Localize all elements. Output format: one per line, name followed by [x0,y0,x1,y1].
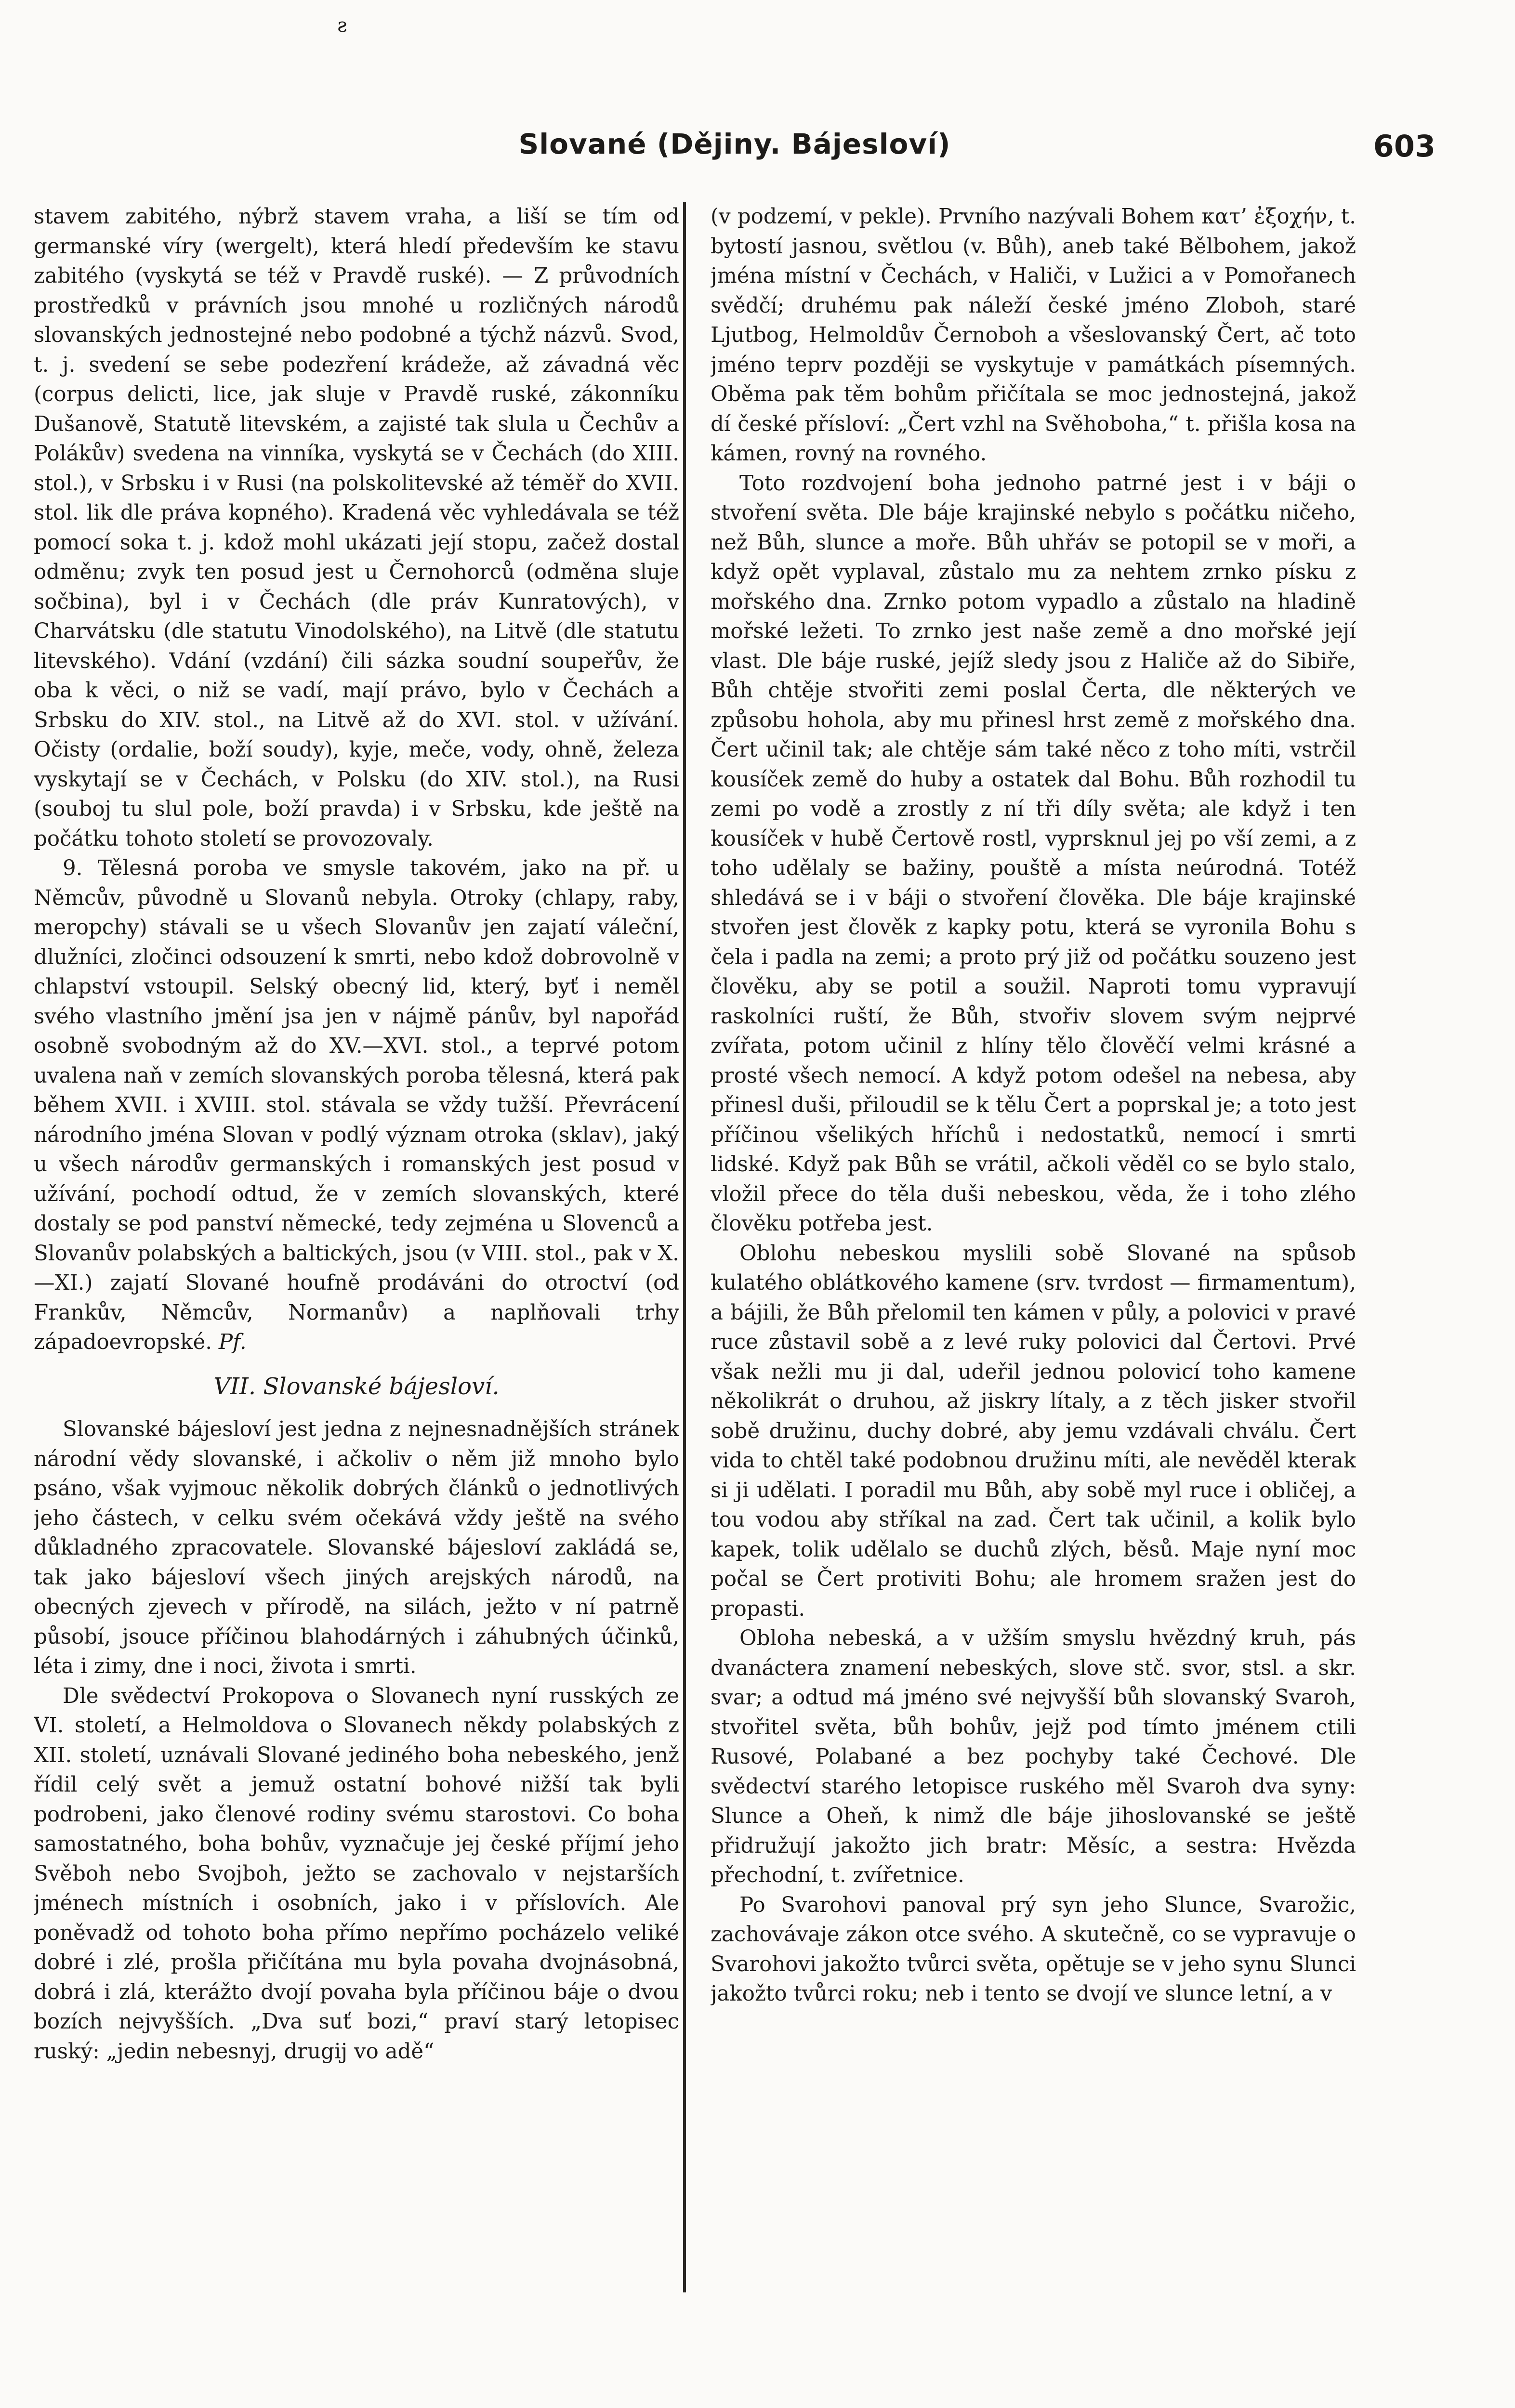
paragraph: stavem zabitého, nýbrž stavem vraha, a liší se tím od germanské víry (wergelt), která hledí především ke stavu zabitého (vyskytá se též v Pravdě ruské). — Z průvodních prostředků v právních jsou mnohé u rozličných národů slovanských jednostejné nebo podobné a týchž názvů. Svod, t. j. svedení se sebe podezření krádeže, až závadná věc (corpus delicti, lice, jak sluje v Pravdě ruské, zákonníku Dušanově, Statutě litevském, a zajisté tak slula u Čechův a Polákův) svedena na vinníka, vyskytá se v Čechách (do XIII. stol.), v Srbsku i v Rusi (na polskolitevské až téměř do XVII. stol. lik dle práva kopného). Kradená věc vyhledávala se též pomocí soka t. j. kdož mohl ukázati její stopu, začež dostal odměnu; zvyk ten posud jest u Černohorců (odměna sluje sočbina), byl i v Čechách (dle práv Kunratových), v Charvátsku (dle statutu Vinodolského), na Litvě (dle statutu litevského). Vdání (vzdání) čili sázka soudní soupeřův, že oba k věci, o niž se vadí, mají právo, bylo v Čechách a Srbsku do XIV. stol., na Litvě až do XVI. stol. v užívání. Očisty (ordalie, boží soudy), kyje, meče, vody, ohně, železa vyskytají se v Čechách, v Polsku (do XIV. stol.), na Rusi (souboj tu slul pole, boží pravda) i v Srbsku, kde ještě na počátku tohoto století se provozovaly. [34,205,679,851]
column-divider [683,202,686,2292]
right-column [711,202,1356,2331]
paragraph: Obloha nebeská, a v užším smyslu hvězdný kruh, pás dvanáctera znamení nebeských, slove stč. svor, stsl. a skr. svar; a odtud má jméno své nejvyšší bůh slovanský Svaroh, stvořitel světa, bůh bohův, jejž pod tímto jménem ctili Rusové, Polabané a bez pochyby také Čechové. Dle svědectví starého letopisce ruského měl Svaroh dva syny: Slunce a Oheň, k nimž dle báje jihoslovanské se ještě přidružují jakožto jich bratr: Měsíc, a sestra: Hvězda přechodní, t. zvířetnice. [711,1626,1356,1887]
author-signature: Pf. [218,1330,247,1354]
section-heading: VII. Slovanské bájesloví. [213,1373,500,1400]
paragraph: Po Svarohovi panoval prý syn jeho Slunce, Svarožic, zachovávaje zákon otce svého. A skutečně, co se vypravuje o Svarohovi jakožto tvůrci světa, opětuje se v jeho synu Slunci jakožto tvůrci roku; neb i tento se dvojí ve slunce letní, a v [711,1893,1356,2006]
running-head: Slované (Dějiny. Bájesloví) [518,128,951,160]
paragraph: Slovanské bájesloví jest jedna z nejnesnadnějších stránek národní vědy slovanské, i ačkoliv o něm již mnoho bylo psáno, však vyjmouc několik dobrých článků o jednotlivých jeho částech, v celku svém očekává vždy ještě na svého důkladného zpracovatele. Slovanské bájesloví zakládá se, tak jako bájesloví všech jiných arejských národů, na obecných zjevech v přírodě, na silách, ježto v ní patrně působí, jsouce příčinou blahodárných i záhubných účinků, léta i zimy, dne i noci, života i smrti. [34,1417,679,1678]
paragraph: Dle svědectví Prokopova o Slovanech nyní rusských ze VI. století, a Helmoldova o Slovanech někdy polabských z XII. století, uznávali Slované jediného boha nebeského, jenž řídil celý svět a jemuž ostatní bohové nižší tak byli podrobeni, jako členové rodiny svému starostovi. Co boha samostatného, boha bohův, vyznačuje jej české příjmí jeho Svěboh nebo Svojboh, ježto se zachovalo v nejstarších jménech místních i osobních, jako i v příslovích. Ale poněvadž od tohoto boha přímo nepřímo pocházelo veliké dobré i zlé, prošla přičítána mu byla povaha dvojnásobná, dobrá i zlá, kterážto dvojí povaha byla příčinou báje o dvou bozích nejvyšších. „Dva suť bozi,“ praví starý letopisec ruský: „jedin nebesnyj, drugij vo adě“ [34,1684,679,2064]
page-number: 603 [1373,129,1436,164]
paragraph-text: 9. Tělesná poroba ve smysle takovém, jako na př. u Němcův, původně u Slovanů nebyla. Otroky (chlapy, raby, meropchy) stávali se u všech Slovanův jen zajatí váleční, dlužníci, zločinci odsouzení k smrti, nebo kdož dobrovolně v chlapství vstoupil. Selský obecný lid, který, byť i neměl svého vlastního jmění jsa jen v nájmě pánův, byl napořád osobně svobodným až do XV.—XVI. stol., a teprvé potom uvalena naň v zemích slovanských poroba tělesná, která pak během XVII. i XVIII. stol. stávala se vždy tužší. Převrácení národního jména Slovan v podlý význam otroka (sklav), jaký u všech národův germanských i romanských jest posud v užívání, pochodí odtud, že v zemích slovanských, které dostaly se pod panství německé, tedy zejména u Slovenců a Slovanův polabských a baltických, jsou (v VIII. stol., pak v X.—XI.) zajatí Slované houfně prodáváni do otroctví (od Frankův, Němcův, Normanův) a naplňovali trhy západoevropské. [34,856,679,1354]
paragraph: Oblohu nebeskou myslili sobě Slované na spůsob kulatého oblátkového kamene (srv. tvrdost — firmamentum), a bájili, že Bůh přelomil ten kámen v půly, a polovici v pravé ruce zůstavil sobě a z levé ruky polovici dal Čertovi. Prvé však nežli mu ji dal, udeřil jednou polovicí toho kamene několikrát o druhou, až jiskry lítaly, a z těch jisker stvořil sobě družinu, duchy dobré, aby jemu vzdávali chválu. Čert vida to chtěl také podobnou družinu míti, ale nevěděl kterak si ji udělati. I poradil mu Bůh, aby sobě myl ruce i obličej, a tou vodou aby stříkal na zad. Čert tak učinil, a kolik bylo kapek, tolik udělalo se duchů zlých, běsů. Maje nyní moc počal se Čert protiviti Bohu; ale hromem sražen jest do propasti. [711,1241,1356,1621]
paragraph: (v podzemí, v pekle). Prvního nazývali Bohem κατ’ ἐξοχήν, t. bytostí jasnou, světlou (v. Bůh), aneb také Bělbohem, jakož jména místní v Čechách, v Haliči, v Lužici a v Pomořanech svědčí; druhému pak náleží české jméno Zloboh, staré Ljutbog, Helmoldův Černoboh a všeslovanský Čert, ač toto jméno teprv později se vyskytuje v památkách písemných. Oběma pak těm bohům přičítala se moc jednostejná, jakož dí české přísloví: „Čert vzhl na Svěhoboha,“ t. přišla kosa na kámen, rovný na rovného. [711,205,1356,466]
paragraph [34,854,679,1358]
corner-mark: ƨ [337,14,347,37]
page-header [34,118,1436,176]
paragraph: Toto rozdvojení boha jednoho patrné jest i v báji o stvoření světa. Dle báje krajinské nebylo s počátku ničeho, než Bůh, slunce a moře. Bůh uhřáv se potopil se v moři, a když opět vyplaval, zůstalo mu za nehtem zrnko písku z mořského dna. Zrnko potom vypadlo a zůstalo na hladině mořské ležeti. To zrnko jest naše země a dno mořské její vlast. Dle báje ruské, jejíž sledy jsou z Haliče až do Sibiře, Bůh chtěje stvořiti zemi poslal Čerta, dle některých ve způsobu hohola, aby mu přinesl hrst země z mořského dna. Čert učinil tak; ale chtěje sám také něco z toho míti, vstrčil kousíček země do huby a ostatek dal Bohu. Bůh rozhodil tu zemi po vodě a zrostly z ní tři díly světa; ale když i ten kousíček v hubě Čertově rostl, vyprsknul jej po vší zemi, a z toho udělaly se bažiny, pouště a místa neúrodná. Totéž shledává se i v báji o stvoření člověka. Dle báje krajinské stvořen jest člověk z kapky potu, která se vyronila Bohu s čela i padla na zemi; a proto prý již od počátku souzeno jest člověku, aby se potil a soužil. Naproti tomu vypravují raskolníci ruští, že Bůh, stvořiv slovem svým nejprvé zvířata, potom učinil z hlíny tělo člověčí velmi krásné a prosté všech nemocí. A když potom odešel na nebesa, aby přinesl duši, přiloudil se k tělu Čert a poprskal je; a toto jest příčinou všelikých hříchů i nedostatků, nemocí i smrti lidské. Když pak Bůh se vrátil, ačkoli věděl co se bylo stalo, vložil přece do těla duši nebeskou, věda, že i toho zlého člověku potřeba jest. [711,471,1356,1236]
left-column [34,202,679,2331]
